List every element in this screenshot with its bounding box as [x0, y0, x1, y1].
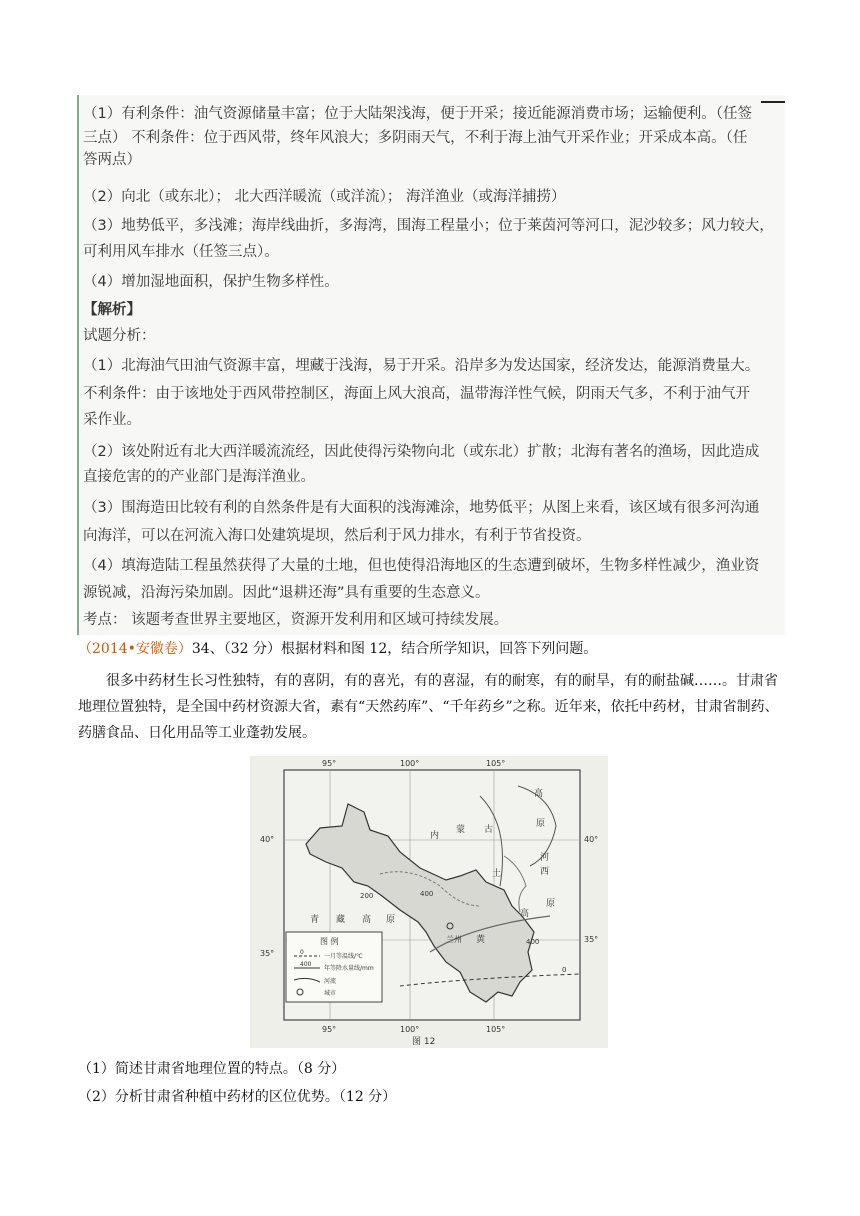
- legend-item: 河流: [324, 978, 337, 985]
- answer-line: 答两点）: [83, 152, 141, 168]
- answer-line: 源锐减，沿海污染加剧。因此“退耕还海”具有重要的生态意义。: [83, 585, 490, 601]
- lat-label: 40°: [260, 835, 275, 844]
- question-block: [78, 636, 790, 746]
- region-label: 青: [310, 915, 320, 925]
- lon-label: 105°: [486, 1025, 506, 1034]
- answer-line: 不利条件：由于该地处于西风带控制区，海面上风大浪高，温带海洋性气候，阴雨天气多，不利于油气开: [83, 386, 750, 402]
- lat-label: 35°: [584, 935, 599, 944]
- sub-question-2: （2）分析甘肃省种植中药材的区位优势。（12 分）: [78, 1089, 397, 1105]
- legend-item: 城市: [324, 990, 337, 997]
- lon-label: 95°: [322, 1025, 337, 1034]
- answer-line: 可利用风车排水（任签三点）。: [83, 244, 279, 260]
- answer-line: （2）向北（或东北）； 北大西洋暖流（或洋流）； 海洋渔业（或海洋捕捞）: [83, 189, 566, 205]
- region-label: 蒙: [456, 825, 466, 835]
- region-label: 高: [520, 909, 530, 919]
- answer-line: （1）北海油气田油气资源丰富，埋藏于浅海，易于开采。沿岸多为发达国家，经济发达，能源消费量大。: [83, 358, 760, 374]
- answer-line: （4）增加湿地面积，保护生物多样性。: [83, 274, 339, 290]
- lon-label: 95°: [322, 759, 337, 768]
- legend-title: 图 例: [320, 937, 339, 946]
- region-label: 原: [536, 819, 546, 829]
- region-label: 西: [540, 867, 550, 877]
- material-paragraph: 很多中药材生长习性独特，有的喜阴，有的喜光，有的喜湿，有的耐寒，有的耐旱，有的耐盐碱……。甘肃省地理位置独特，是全国中药材资源大省，素有“天然药库”、“千年药乡”之称。近年来，依托中药材，甘肃省制药、药膳食品、日化用品等工业蓬勃发展。: [78, 673, 779, 741]
- answer-scan-block: [77, 95, 785, 635]
- question-stem: 34、（32 分）根据材料和图 12，结合所学知识，回答下列问题。: [191, 641, 598, 657]
- answer-line: 向海洋，可以在河流入海口处建筑堤坝，然后利于风力排水，有利于节省投资。: [83, 528, 591, 544]
- answer-line: （1）有利条件：油气资源储量丰富；位于大陆架浅海，便于开采；接近能源消费市场；运输便利。（任签: [83, 106, 752, 122]
- key-points-line: 考点： 该题考查世界主要地区，资源开发利用和区域可持续发展。: [83, 612, 509, 628]
- region-label: 内: [430, 831, 440, 841]
- answer-line: （3）围海造田比较有利的自然条件是有大面积的浅海滩涂，地势低平；从图上来看，该区域有很多河沟通: [83, 500, 760, 516]
- answer-line: （3）地势低平，多浅滩；海岸线曲折，多海湾，围海工程量小；位于莱茵河等河口，泥沙较多；风力较大，: [83, 218, 774, 234]
- legend-item: 一月等温线/℃: [324, 953, 363, 960]
- lon-label: 100°: [400, 1025, 420, 1034]
- region-label: 原: [386, 915, 396, 925]
- legend-item: 年等降水量线/mm: [324, 965, 374, 972]
- region-label: 藏: [336, 915, 346, 925]
- region-label: 原: [546, 899, 556, 909]
- lon-label: 100°: [400, 759, 420, 768]
- region-label: 河: [540, 853, 550, 863]
- answer-line: 三点） 不利条件：位于西风带，终年风浪大；多阴雨天气，不利于海上油气开采作业；开采成本高。（任: [83, 130, 748, 146]
- question-header: [78, 636, 790, 662]
- isoline-label: 400: [526, 938, 540, 946]
- isoline-label: 400: [420, 890, 434, 898]
- lon-label: 105°: [486, 759, 506, 768]
- lat-label: 40°: [584, 835, 599, 844]
- region-label: 古: [484, 825, 494, 835]
- region-label: 土: [492, 869, 502, 879]
- answer-line: 采作业。: [83, 412, 141, 428]
- region-label: 高: [362, 915, 372, 925]
- isoline-label: 200: [360, 892, 374, 900]
- legend-value: 400: [300, 961, 312, 968]
- region-label: 高: [534, 789, 544, 799]
- gansu-map: [250, 756, 608, 1048]
- city-label: 兰州: [446, 935, 462, 944]
- isoline-label: 0: [562, 966, 567, 974]
- answer-line: 直接危害的的产业部门是海洋渔业。: [83, 469, 315, 485]
- answer-line: （4）填海造陆工程虽然获得了大量的土地，但也使得沿海地区的生态遭到破坏，生物多样性减少，渔业资: [83, 558, 760, 574]
- answer-line: （2）该处附近有北大西洋暖流流经，因此使得污染物向北（或东北）扩散；北海有著名的渔场，因此造成: [83, 444, 760, 460]
- map-caption: 图 12: [412, 1037, 436, 1047]
- region-label: 黄: [476, 935, 486, 945]
- sub-question-1: （1）简述甘肃省地理位置的特点。（8 分）: [78, 1061, 346, 1077]
- question-source: （2014•安徽卷）: [78, 641, 192, 657]
- legend-value: 0: [300, 949, 304, 956]
- lat-label: 35°: [260, 949, 275, 958]
- analysis-subheading: 试题分析：: [83, 328, 156, 344]
- analysis-heading: 【解析】: [83, 302, 141, 318]
- map-figure: [250, 756, 608, 1048]
